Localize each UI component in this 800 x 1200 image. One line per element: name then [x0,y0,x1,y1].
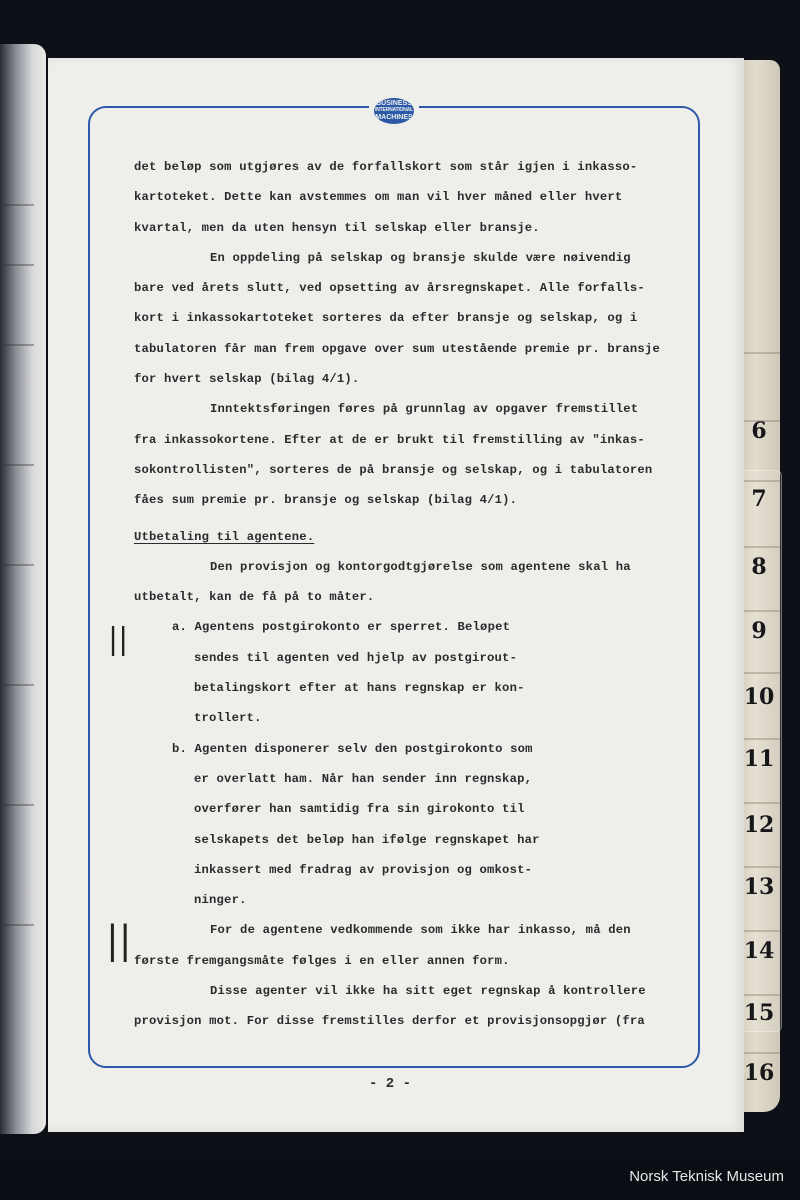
tab-number[interactable]: 16 [743,1060,775,1086]
text-line: overfører han samtidig fra sin girokonto til [194,802,525,817]
text-line: bare ved årets slutt, ved opsetting av årsregnskapet. Alle forfalls- [134,281,645,296]
tab-number[interactable]: 10 [743,684,775,710]
page-number: - 2 - [368,1076,411,1092]
text-line: er overlatt ham. Når han sender inn regnskap, [194,771,533,786]
text-line: fra inkassokortene. Efter at de er brukt til fremstilling av "inkas- [134,432,645,447]
text-line: betalingskort efter at hans regnskap er kon- [194,681,525,696]
text-line: første fremgangsmåte følges i en eller annen form. [134,953,510,968]
tab-number[interactable]: 12 [743,812,775,838]
text-line: kvartal, men da uten hensyn til selskap eller bransje. [134,220,540,235]
text-line: for hvert selskap (bilag 4/1). [134,372,360,387]
text-line: En oppdeling på selskap og bransje skulde være nøivendig [210,250,631,265]
margin-mark: || [108,622,129,657]
text-line: For de agentene vedkommende som ikke har inkasso, må den [210,923,631,938]
tab-number[interactable]: 8 [751,554,767,580]
text-line: kort i inkassokartoteket sorteres da efter bransje og selskap, og i [134,311,638,326]
tab-number[interactable]: 9 [751,618,767,644]
text-line: trollert. [194,711,262,726]
text-line: Disse agenter vil ikke ha sitt eget regnskap å kontrollere [210,984,646,999]
text-line: tabulatoren får man frem opgave over sum utestående premie pr. bransje [134,341,660,356]
text-line: ninger. [194,893,247,908]
text-line: sokontrollisten", sorteres de på bransje og selskap, og i tabulatoren [134,462,653,477]
tab-number[interactable]: 6 [751,418,767,444]
text-line: selskapets det beløp han ifølge regnskapet har [194,832,540,847]
text-line: provisjon mot. For disse fremstilles derfor et provisjonsopgjør (fra [134,1014,645,1029]
text-line: Den provisjon og kontorgodtgjørelse som agentene skal ha [210,559,631,574]
text-line: sendes til agenten ved hjelp av postgirout- [194,650,518,665]
tab-number[interactable]: 7 [751,486,767,512]
text-line: inkassert med fradrag av provisjon og omkost- [194,862,533,877]
text-line: kartoteket. Dette kan avstemmes om man vil hver måned eller hvert [134,190,623,205]
museum-credit: Norsk Teknisk Museum [629,1168,784,1185]
tab-number[interactable]: 11 [743,746,775,772]
tab-number[interactable]: 15 [743,1000,775,1026]
text-line: Inntektsføringen føres på grunnlag av opgaver fremstillet [210,402,639,417]
text-line: det beløp som utgjøres av de forfallskort som står igjen i inkasso- [134,160,638,174]
left-page-edge [0,44,46,1134]
tab-number[interactable]: 14 [743,938,775,964]
tab-number[interactable]: 13 [743,874,775,900]
list-item: a. Agentens postgirokonto er sperret. Beløpet [172,620,511,635]
section-heading: Utbetaling til agentene. [134,529,315,544]
text-line: fåes sum premie pr. bransje og selskap (bilag 4/1). [134,493,518,508]
margin-mark: || [106,918,132,962]
ibm-logo-icon: BUSINESS INTERNATIONAL MACHINES [369,96,419,126]
list-item: b. Agenten disponerer selv den postgirokonto som [172,741,533,756]
text-line: utbetalt, kan de få på to måter. [134,590,375,605]
document-body [134,152,674,1037]
